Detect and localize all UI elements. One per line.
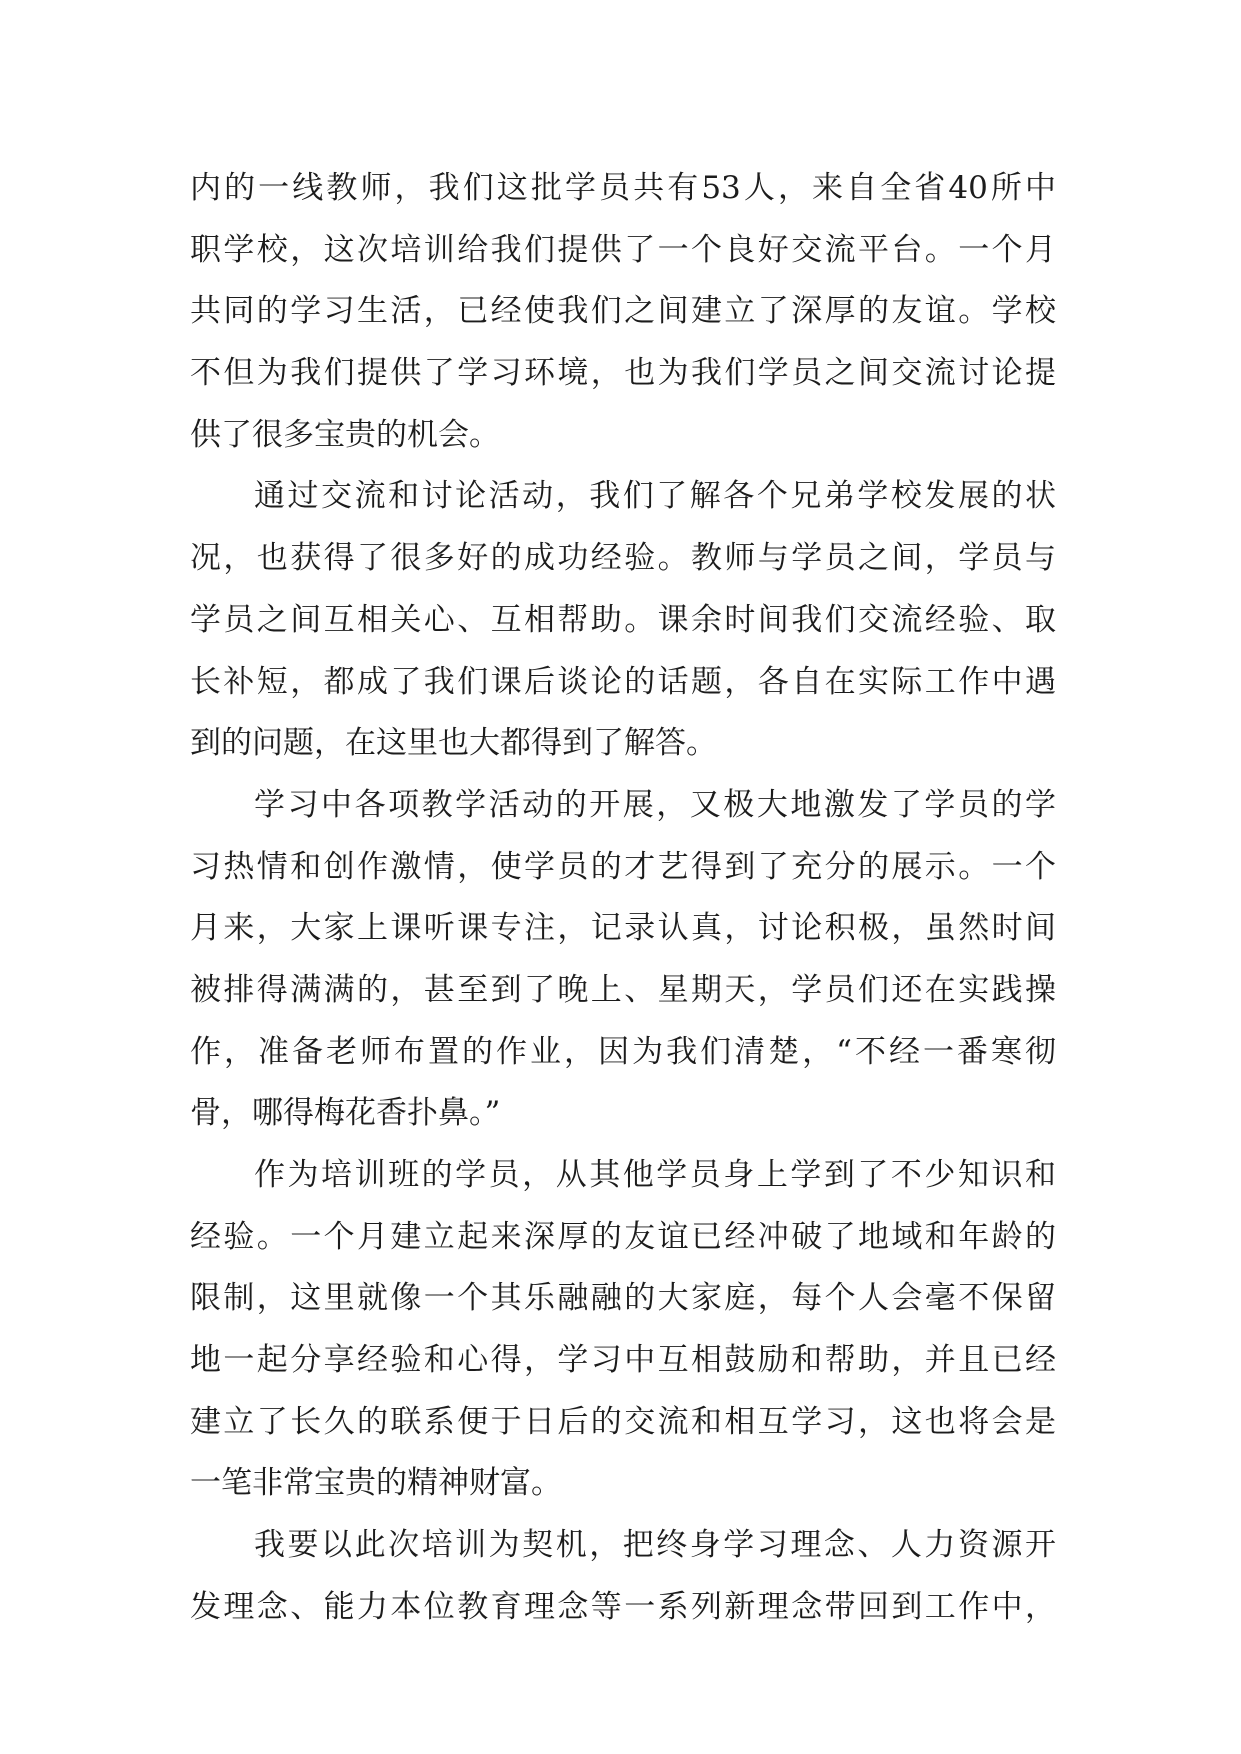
- body-text: [190, 158, 1056, 1639]
- text-line: 作，准备老师布置的作业，因为我们清楚，“不经一番寒彻: [190, 1033, 1056, 1070]
- text-line: 月来，大家上课听课专注，记录认真，讨论积极，虽然时间: [190, 910, 1056, 947]
- text-line: 长补短，都成了我们课后谈论的话题，各自在实际工作中遇: [190, 663, 1056, 700]
- text-line: 发理念、能力本位教育理念等一系列新理念带回到工作中，: [190, 1588, 1056, 1625]
- text-line: 内的一线教师，我们这批学员共有53人，来自全省40所中: [190, 170, 1056, 206]
- text-line: 限制，这里就像一个其乐融融的大家庭，每个人会毫不保留: [190, 1280, 1056, 1317]
- text-line: 建立了长久的联系便于日后的交流和相互学习，这也将会是: [190, 1403, 1056, 1440]
- paragraph-first-line: 我要以此次培训为契机，把终身学习理念、人力资源开: [254, 1527, 1056, 1564]
- text-line: 不但为我们提供了学习环境，也为我们学员之间交流讨论提: [190, 355, 1056, 392]
- text-line: 骨，哪得梅花香扑鼻。”: [190, 1095, 501, 1132]
- text-line: 职学校，这次培训给我们提供了一个良好交流平台。一个月: [190, 231, 1056, 268]
- paragraph-first-line: 作为培训班的学员，从其他学员身上学到了不少知识和: [254, 1157, 1056, 1193]
- text-line: 一笔非常宝贵的精神财富。: [190, 1465, 562, 1502]
- text-line: 供了很多宝贵的机会。: [190, 416, 500, 453]
- text-line: 被排得满满的，甚至到了晚上、星期天，学员们还在实践操: [190, 971, 1056, 1008]
- text-line: 经验。一个月建立起来深厚的友谊已经冲破了地域和年龄的: [190, 1218, 1056, 1255]
- paragraph-first-line: 通过交流和讨论活动，我们了解各个兄弟学校发展的状: [254, 478, 1056, 515]
- text-line: 到的问题，在这里也大都得到了解答。: [190, 725, 717, 762]
- paragraph-first-line: 学习中各项教学活动的开展，又极大地激发了学员的学: [254, 786, 1056, 823]
- text-line: 况，也获得了很多好的成功经验。教师与学员之间，学员与: [190, 540, 1056, 577]
- text-line: 习热情和创作激情，使学员的才艺得到了充分的展示。一个: [190, 848, 1056, 885]
- text-line: 地一起分享经验和心得，学习中互相鼓励和帮助，并且已经: [190, 1342, 1056, 1379]
- text-line: 共同的学习生活，已经使我们之间建立了深厚的友谊。学校: [190, 293, 1056, 330]
- text-line: 学员之间互相关心、互相帮助。课余时间我们交流经验、取: [190, 601, 1056, 638]
